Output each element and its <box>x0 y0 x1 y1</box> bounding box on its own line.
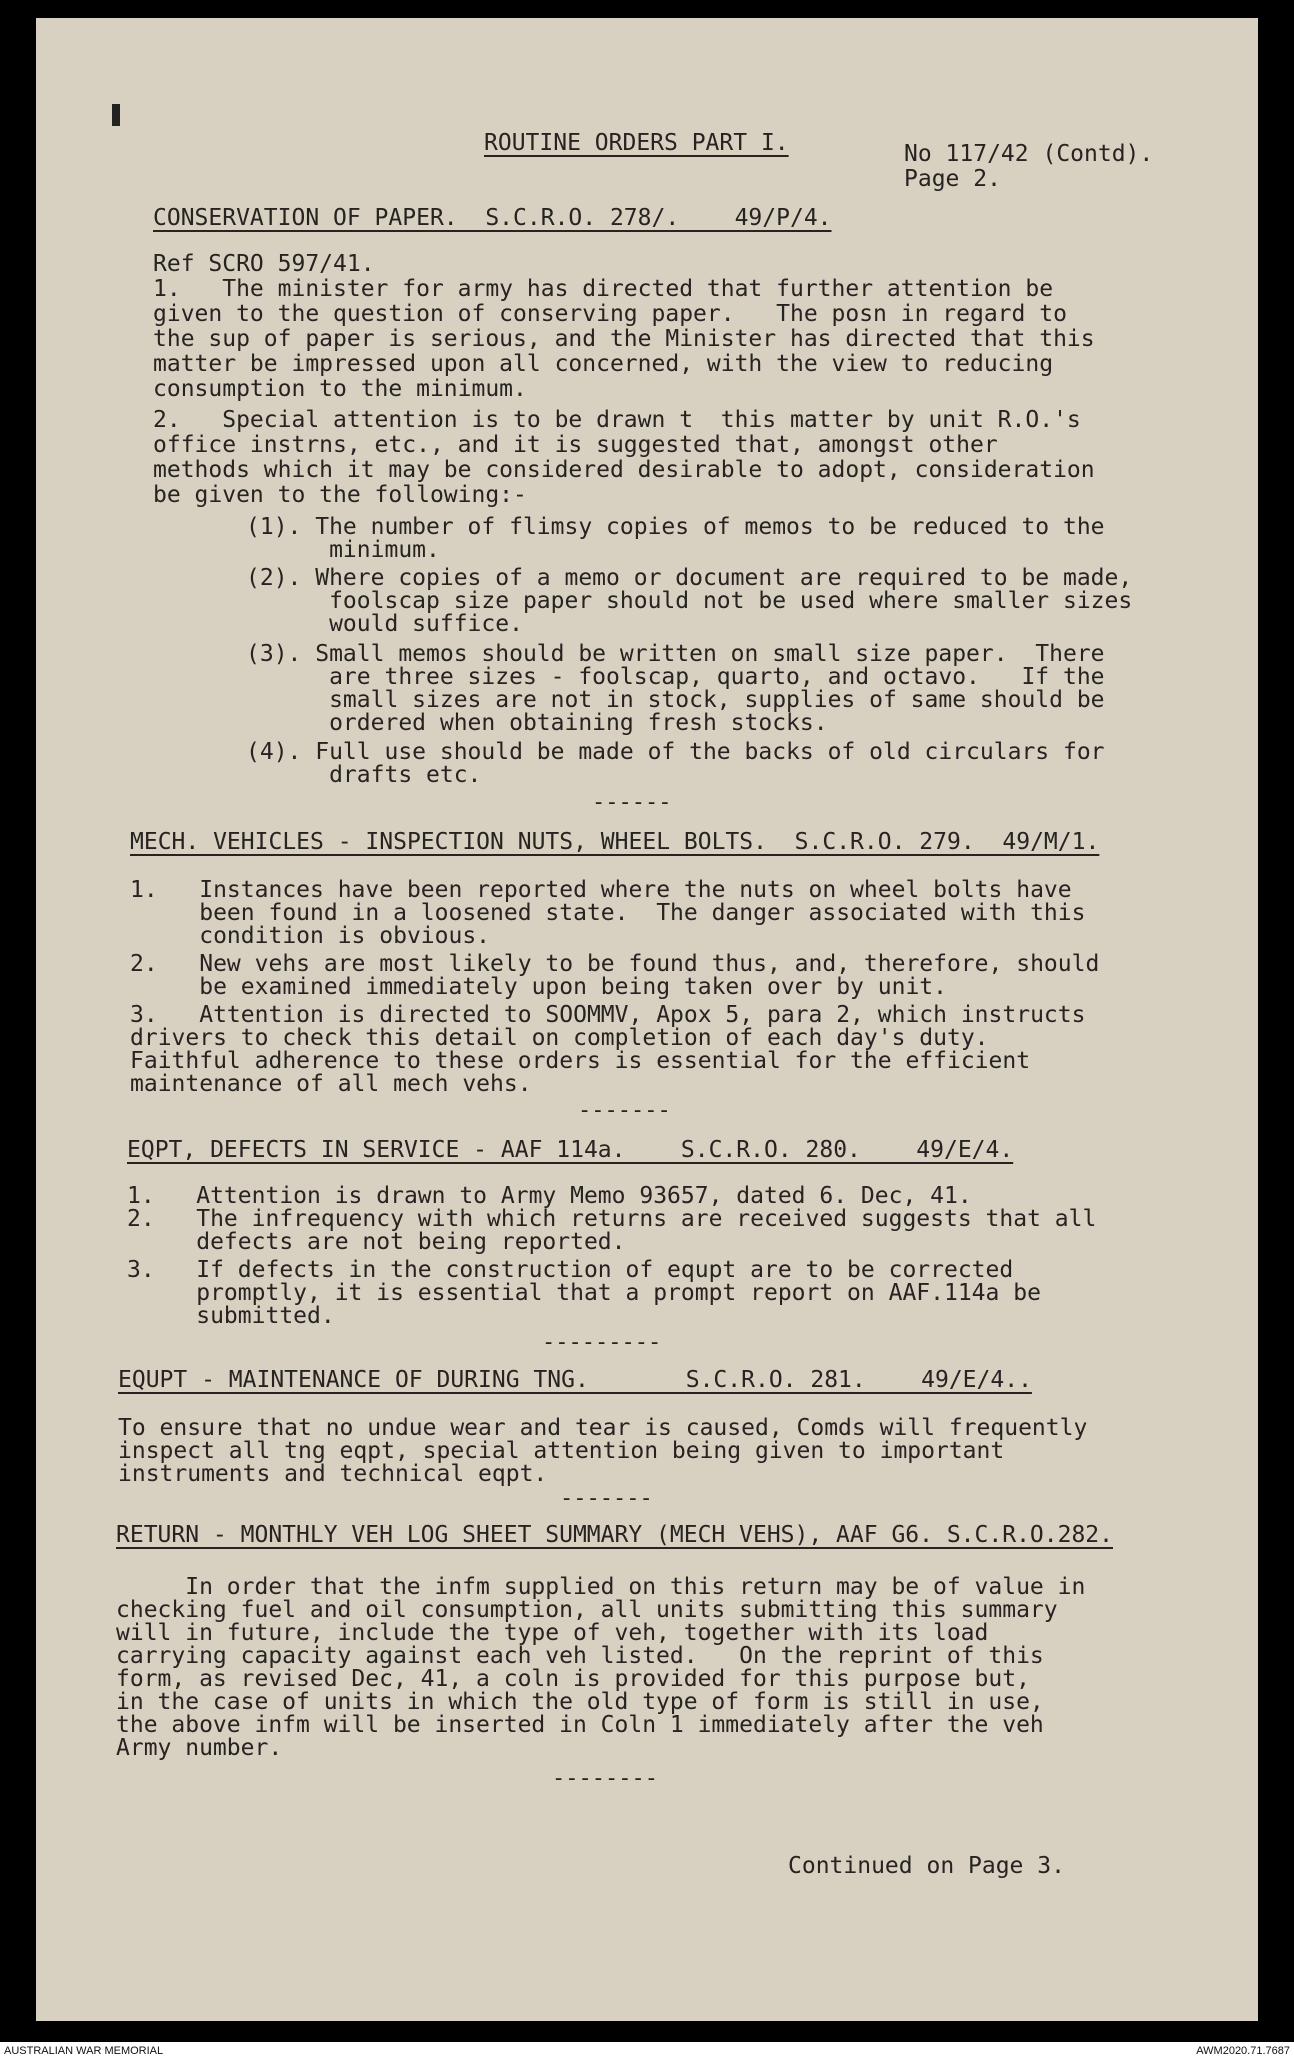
archive-footer <box>0 2042 1294 2061</box>
section-line: 2. The infrequency with which returns are received suggests that all <box>127 1206 1097 1232</box>
list-item: minimum. <box>246 537 440 563</box>
footer-accession-number: AWM2020.71.7687 <box>1196 2045 1290 2057</box>
section-line: methods which it may be considered desirable to adopt, consideration <box>153 457 1095 483</box>
section-line: condition is obvious. <box>130 923 491 949</box>
section-line: matter be impressed upon all concerned, with the view to reducing <box>153 351 1054 377</box>
section-line: the above infm will be inserted in Coln 1 immediately after the veh <box>116 1712 1044 1738</box>
section-line: To ensure that no undue wear and tear is caused, Comds will frequently <box>118 1415 1088 1441</box>
section-line: 3. Attention is directed to SOOMMV, Apox 5, para 2, which instructs <box>130 1002 1086 1028</box>
list-item: ordered when obtaining fresh stocks. <box>246 710 828 736</box>
section-line: be given to the following:- <box>153 482 527 508</box>
section-heading-paper: CONSERVATION OF PAPER. S.C.R.O. 278/. 49/P/4. <box>153 205 832 231</box>
list-item: small sizes are not in stock, supplies of same should be <box>246 687 1105 713</box>
section-line: will in future, include the type of veh, together with its load <box>116 1620 989 1646</box>
section-line: instruments and technical eqpt. <box>118 1461 548 1487</box>
section-line: submitted. <box>127 1303 335 1329</box>
list-item: (3). Small memos should be written on small size paper. There <box>246 641 1105 667</box>
section-heading-mech-vehicles: MECH. VEHICLES - INSPECTION NUTS, WHEEL BOLTS. S.C.R.O. 279. 49/M/1. <box>130 829 1100 855</box>
section-line: checking fuel and oil consumption, all units submitting this summary <box>116 1597 1058 1623</box>
section-line: been found in a loosened state. The danger associated with this <box>130 900 1086 926</box>
section-heading-eqpt-defects: EQPT, DEFECTS IN SERVICE - AAF 114a. S.C.R.O. 280. 49/E/4. <box>127 1137 1014 1163</box>
section-line: inspect all tng eqpt, special attention being given to important <box>118 1438 1005 1464</box>
section-line: 1. Instances have been reported where the nuts on wheel bolts have <box>130 877 1072 903</box>
separator: ------- <box>560 1486 653 1511</box>
section-line: 2. Special attention is to be drawn t this matter by unit R.O.'s <box>153 407 1081 433</box>
page-number: Page 2. <box>904 166 1001 192</box>
page-title: ROUTINE ORDERS PART I. <box>484 130 789 156</box>
section-line: Ref SCRO 597/41. <box>153 251 375 277</box>
separator: ------- <box>578 1098 671 1123</box>
continued-note: Continued on Page 3. <box>788 1853 1065 1879</box>
section-line: form, as revised Dec, 41, a coln is provided for this purpose but, <box>116 1666 1030 1692</box>
order-number: No 117/42 (Contd). <box>904 141 1154 167</box>
section-heading-return-log: RETURN - MONTHLY VEH LOG SHEET SUMMARY (MECH VEHS), AAF G6. S.C.R.O.282. <box>116 1522 1113 1548</box>
hole-punch-mark <box>112 104 120 126</box>
section-line: in the case of units in which the old type of form is still in use, <box>116 1689 1044 1715</box>
section-line: In order that the infm supplied on this return may be of value in <box>116 1574 1086 1600</box>
footer-institution: AUSTRALIAN WAR MEMORIAL <box>4 2045 164 2057</box>
list-item: foolscap size paper should not be used where smaller sizes <box>246 588 1133 614</box>
list-item: drafts etc. <box>246 762 482 788</box>
section-line: maintenance of all mech vehs. <box>130 1071 532 1097</box>
list-item: would suffice. <box>246 611 523 637</box>
list-item: are three sizes - foolscap, quarto, and octavo. If the <box>246 664 1105 690</box>
section-line: 1. Attention is drawn to Army Memo 93657, dated 6. Dec, 41. <box>127 1183 972 1209</box>
section-line: defects are not being reported. <box>127 1229 626 1255</box>
section-line: Army number. <box>116 1735 283 1761</box>
separator: ------ <box>592 790 672 815</box>
section-line: drivers to check this detail on completion of each day's duty. <box>130 1025 989 1051</box>
section-line: 2. New vehs are most likely to be found thus, and, therefore, should <box>130 951 1100 977</box>
section-line: be examined immediately upon being taken over by unit. <box>130 974 947 1000</box>
section-line: the sup of paper is serious, and the Minister has directed that this <box>153 326 1095 352</box>
section-line: 3. If defects in the construction of equpt are to be corrected <box>127 1257 1014 1283</box>
separator: --------- <box>542 1330 662 1355</box>
list-item: (1). The number of flimsy copies of memos to be reduced to the <box>246 514 1105 540</box>
section-line: promptly, it is essential that a prompt report on AAF.114a be <box>127 1280 1041 1306</box>
section-line: consumption to the minimum. <box>153 376 527 402</box>
list-item: (2). Where copies of a memo or document are required to be made, <box>246 565 1133 591</box>
list-item: (4). Full use should be made of the backs of old circulars for <box>246 739 1105 765</box>
separator: -------- <box>552 1766 658 1791</box>
section-line: carrying capacity against each veh listed. On the reprint of this <box>116 1643 1044 1669</box>
section-line: 1. The minister for army has directed that further attention be <box>153 276 1054 302</box>
section-heading-equpt-maintenance: EQUPT - MAINTENANCE OF DURING TNG. S.C.R.O. 281. 49/E/4.. <box>118 1367 1032 1393</box>
section-line: Faithful adherence to these orders is essential for the efficient <box>130 1048 1031 1074</box>
section-line: office instrns, etc., and it is suggested that, amongst other <box>153 432 998 458</box>
document-page <box>36 18 1258 2021</box>
section-line: given to the question of conserving paper. The posn in regard to <box>153 301 1067 327</box>
